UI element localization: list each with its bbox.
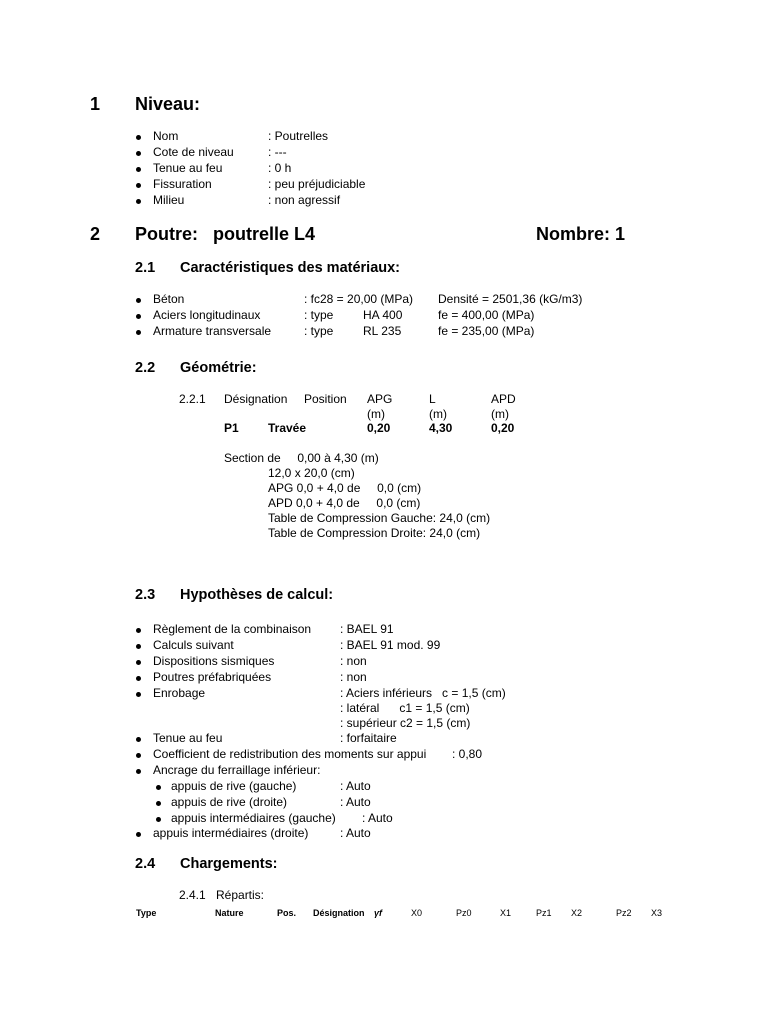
section-2-2-number: 2.2 [135,360,156,376]
bullet-icon [156,817,161,822]
section-2-1-number: 2.1 [135,260,156,276]
item-value: : Auto [362,811,393,825]
item-value: : Aciers inférieurs c = 1,5 (cm) [340,686,506,700]
table-cell: P1 [224,421,239,435]
bullet-icon [136,151,141,156]
section-line: Table de Compression Gauche: 24,0 (cm) [268,511,491,525]
bullet-icon [136,298,141,303]
table-cell: 0,20 [367,421,391,435]
column-header: APG [367,392,393,406]
item-value: : forfaitaire [340,731,397,745]
item-value: : non agressif [268,193,341,207]
bullet-icon [136,330,141,335]
bullet-icon [136,167,141,172]
item-label: appuis intermédiaires (droite) [153,826,309,840]
item-value: : non [340,654,367,668]
item-label: Tenue au feu [153,161,223,175]
item-extra: Densité = 2501,36 (kG/m3) [438,292,583,306]
column-header: X0 [411,908,423,918]
item-label: Ancrage du ferraillage inférieur: [153,763,321,777]
section-2-3-title: Hypothèses de calcul: [180,587,334,603]
column-unit: (m) [491,407,509,421]
item-value: : non [340,670,367,684]
item-label: Calculs suivant [153,638,234,652]
bullet-icon [136,769,141,774]
item-label: appuis de rive (droite) [171,795,288,809]
item-value: : BAEL 91 [340,622,394,636]
bullet-icon [136,737,141,742]
section-line: APD 0,0 + 4,0 de 0,0 (cm) [268,496,421,510]
item-extra: fe = 235,00 (MPa) [438,324,535,338]
item-label: Cote de niveau [153,145,234,159]
subsection-number: 2.2.1 [179,392,206,406]
table-cell: Travée [268,421,307,435]
column-header: Nature [215,908,244,918]
section-2-1-title: Caractéristiques des matériaux: [180,260,401,276]
item-value: : type [304,308,334,322]
bullet-icon [136,676,141,681]
section-2-4-title: Chargements: [180,856,278,872]
column-header: Pz0 [456,908,472,918]
item-label: Poutres préfabriquées [153,670,272,684]
column-header: Type [136,908,157,918]
item-label: Aciers longitudinaux [153,308,261,322]
bullet-icon [136,692,141,697]
table-cell: 0,20 [491,421,515,435]
column-header: APD [491,392,516,406]
item-label: Règlement de la combinaison [153,622,312,636]
item-label: appuis de rive (gauche) [171,779,297,793]
section-1-number: 1 [90,94,101,114]
item-label: Milieu [153,193,185,207]
bullet-icon [136,135,141,140]
item-label: Tenue au feu [153,731,223,745]
item-value: : Auto [340,826,371,840]
item-label: Enrobage [153,686,206,700]
item-value: : Auto [340,795,371,809]
item-label: Béton [153,292,185,306]
column-header: γf [374,908,383,918]
section-line: Table de Compression Droite: 24,0 (cm) [268,526,481,540]
column-header: X1 [500,908,512,918]
item-label: Fissuration [153,177,212,191]
column-header: Pz1 [536,908,552,918]
enrobage-continuation: : supérieur c2 = 1,5 (cm) [340,716,471,730]
subsection-number: 2.4.1 [179,888,206,902]
item-value: : Auto [340,779,371,793]
item-value: : Poutrelles [268,129,329,143]
item-extra: fe = 400,00 (MPa) [438,308,535,322]
section-line: APG 0,0 + 4,0 de 0,0 (cm) [268,481,422,495]
section-2-2-title: Géométrie: [180,360,257,376]
column-header: L [429,392,436,406]
item-label: Nom [153,129,179,143]
item-label: Coefficient de redistribution des moments sur appui [153,747,427,761]
column-header: Pz2 [616,908,632,918]
bullet-icon [136,660,141,665]
bullet-icon [156,801,161,806]
item-value: : type [304,324,334,338]
item-label: Armature transversale [153,324,272,338]
bullet-icon [156,785,161,790]
bullet-icon [136,199,141,204]
section-2-4-number: 2.4 [135,856,156,872]
column-header: Désignation [224,392,288,406]
item-value: : fc28 = 20,00 (MPa) [304,292,414,306]
section-line: 12,0 x 20,0 (cm) [268,466,355,480]
subsection-title: Répartis: [216,888,265,902]
column-unit: (m) [367,407,385,421]
column-header: Pos. [277,908,297,918]
item-type: HA 400 [363,308,403,322]
bullet-icon [136,644,141,649]
column-header: X2 [571,908,583,918]
section-2-3-number: 2.3 [135,587,156,603]
bullet-icon [136,753,141,758]
column-header: Désignation [313,908,365,918]
bullet-icon [136,832,141,837]
column-unit: (m) [429,407,447,421]
item-label: Dispositions sismiques [153,654,275,668]
section-1-title: Niveau: [135,94,201,114]
bullet-icon [136,314,141,319]
table-cell: 4,30 [429,421,453,435]
section-2-title: Poutre: [135,224,198,244]
item-label: appuis intermédiaires (gauche) [171,811,336,825]
column-header: X3 [651,908,663,918]
column-header: Position [304,392,347,406]
enrobage-continuation: : latéral c1 = 1,5 (cm) [340,701,470,715]
item-value: : --- [268,145,287,159]
item-value: : 0 h [268,161,292,175]
beam-name: poutrelle L4 [213,224,316,244]
item-value: : BAEL 91 mod. 99 [340,638,441,652]
item-value: : 0,80 [452,747,483,761]
bullet-icon [136,183,141,188]
bullet-icon [136,628,141,633]
beam-count: Nombre: 1 [536,224,626,244]
item-value: : peu préjudiciable [268,177,366,191]
item-type: RL 235 [363,324,402,338]
section-2-number: 2 [90,224,101,244]
section-line: Section de 0,00 à 4,30 (m) [224,451,379,465]
